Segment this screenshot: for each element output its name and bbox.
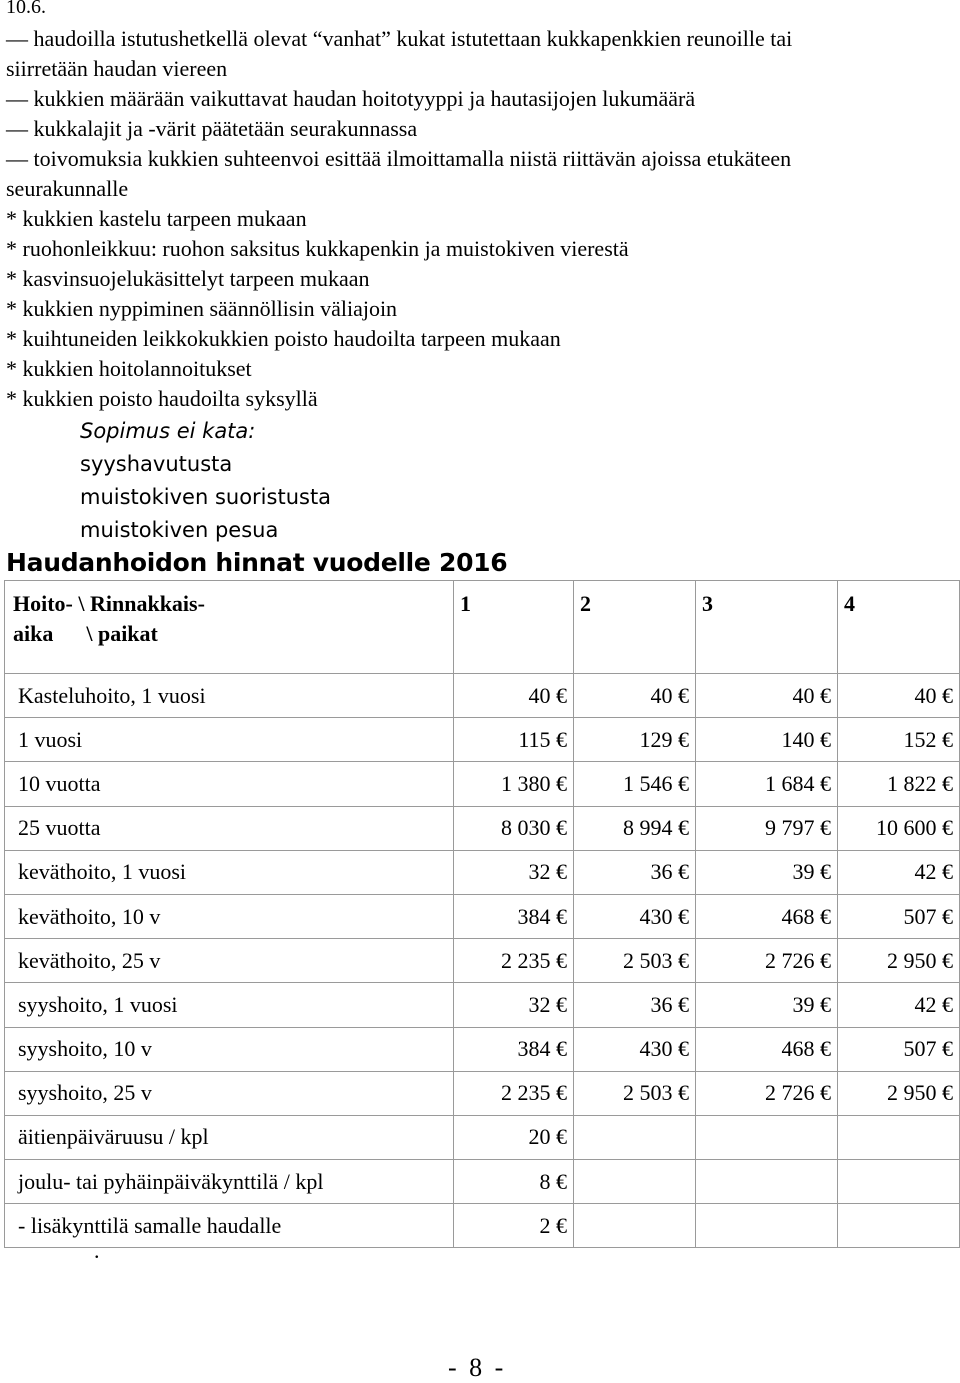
- text-line: [6, 84, 695, 114]
- line-text: * ruohonleikkuu: ruohon saksitus kukkapenkin ja muistokiven vierestä: [6, 236, 629, 261]
- table-row: [5, 762, 960, 806]
- table-header-corner: [5, 581, 454, 674]
- text-line: [6, 174, 128, 204]
- price-cell: 1 684 €: [696, 762, 838, 806]
- price-cell: 2 950 €: [838, 939, 960, 983]
- table-row: [5, 1027, 960, 1071]
- price-cell: 40 €: [454, 674, 574, 718]
- price-cell: 40 €: [574, 674, 696, 718]
- price-cell: [696, 1115, 838, 1159]
- excluded-item: muistokiven suoristusta: [80, 485, 332, 509]
- price-cell: 1 822 €: [838, 762, 960, 806]
- dash-prefix: —: [6, 26, 28, 51]
- price-cell: 42 €: [838, 850, 960, 894]
- price-cell: [838, 1160, 960, 1204]
- price-cell: [696, 1160, 838, 1204]
- price-cell: 36 €: [574, 850, 696, 894]
- text-line: [6, 234, 629, 264]
- price-cell: 39 €: [696, 850, 838, 894]
- table-header-row: [5, 581, 960, 674]
- row-label: syyshoito, 10 v: [5, 1027, 454, 1071]
- row-label: äitienpäiväruusu / kpl: [5, 1115, 454, 1159]
- price-cell: [574, 1160, 696, 1204]
- price-cell: 32 €: [454, 850, 574, 894]
- line-text: * kasvinsuojelukäsittelyt tarpeen mukaan: [6, 266, 370, 291]
- price-cell: 507 €: [838, 1027, 960, 1071]
- price-cell: 468 €: [696, 1027, 838, 1071]
- price-cell: 2 726 €: [696, 939, 838, 983]
- column-header: 2: [574, 581, 696, 674]
- dash-prefix: —: [6, 116, 28, 141]
- page-number: - 8 -: [448, 1353, 507, 1382]
- price-cell: 2 503 €: [574, 1071, 696, 1115]
- price-cell: 2 235 €: [454, 1071, 574, 1115]
- text-line: [6, 204, 307, 234]
- excluded-item: muistokiven pesua: [80, 518, 279, 542]
- price-cell: 507 €: [838, 894, 960, 938]
- row-label: 25 vuotta: [5, 806, 454, 850]
- line-text: * kukkien nyppiminen säännöllisin väliajoin: [6, 296, 398, 321]
- price-cell: 430 €: [574, 894, 696, 938]
- price-cell: 2 726 €: [696, 1071, 838, 1115]
- price-cell: 129 €: [574, 718, 696, 762]
- text-line: [6, 144, 791, 174]
- dash-prefix: —: [6, 86, 28, 111]
- row-label: joulu- tai pyhäinpäiväkynttilä / kpl: [5, 1160, 454, 1204]
- price-cell: [838, 1204, 960, 1248]
- price-cell: 2 950 €: [838, 1071, 960, 1115]
- price-cell: [696, 1204, 838, 1248]
- table-row: [5, 806, 960, 850]
- header-line: Hoito- \ Rinnakkais-: [13, 591, 205, 616]
- price-cell: 8 €: [454, 1160, 574, 1204]
- price-cell: 384 €: [454, 1027, 574, 1071]
- table-row: [5, 674, 960, 718]
- text-line: [6, 384, 318, 414]
- price-cell: 384 €: [454, 894, 574, 938]
- dash-prefix: —: [6, 146, 28, 171]
- price-cell: 2 235 €: [454, 939, 574, 983]
- row-label: 1 vuosi: [5, 718, 454, 762]
- trailing-dot: .: [94, 1238, 100, 1263]
- price-cell: 9 797 €: [696, 806, 838, 850]
- price-cell: 32 €: [454, 983, 574, 1027]
- price-cell: [838, 1115, 960, 1159]
- row-label: keväthoito, 1 vuosi: [5, 850, 454, 894]
- price-cell: 2 €: [454, 1204, 574, 1248]
- price-cell: 140 €: [696, 718, 838, 762]
- table-row: [5, 1071, 960, 1115]
- line-text: haudoilla istutushetkellä olevat “vanhat” kukat istutettaan kukkapenkkien reunoille tai: [33, 26, 793, 51]
- price-heading: Haudanhoidon hinnat vuodelle 2016: [6, 548, 508, 577]
- row-label: - lisäkynttilä samalle haudalle: [5, 1204, 454, 1248]
- table-row: [5, 983, 960, 1027]
- price-cell: 40 €: [696, 674, 838, 718]
- header-line: aika \ paikat: [13, 621, 158, 646]
- price-cell: 1 546 €: [574, 762, 696, 806]
- line-text: * kukkien hoitolannoitukset: [6, 356, 252, 381]
- table-row: [5, 1204, 960, 1248]
- column-header: 1: [454, 581, 574, 674]
- price-cell: 8 030 €: [454, 806, 574, 850]
- price-cell: 40 €: [838, 674, 960, 718]
- price-cell: [574, 1115, 696, 1159]
- section-number: 10.6.: [6, 0, 46, 18]
- price-cell: 42 €: [838, 983, 960, 1027]
- price-cell: 36 €: [574, 983, 696, 1027]
- table-row: [5, 894, 960, 938]
- line-text: * kukkien kastelu tarpeen mukaan: [6, 206, 307, 231]
- line-text: seurakunnalle: [6, 176, 129, 201]
- line-text: toivomuksia kukkien suhteenvoi esittää ilmoittamalla niistä riittävän ajoissa etukäteen: [33, 146, 792, 171]
- price-cell: 2 503 €: [574, 939, 696, 983]
- table-row: [5, 718, 960, 762]
- price-cell: 8 994 €: [574, 806, 696, 850]
- price-cell: 468 €: [696, 894, 838, 938]
- text-line: [6, 24, 792, 54]
- price-cell: 115 €: [454, 718, 574, 762]
- line-text: * kukkien poisto haudoilta syksyllä: [6, 386, 318, 411]
- text-line: [6, 54, 227, 84]
- column-header: 4: [838, 581, 960, 674]
- table-row: [5, 850, 960, 894]
- text-line: [6, 114, 417, 144]
- price-cell: 1 380 €: [454, 762, 574, 806]
- price-cell: 10 600 €: [838, 806, 960, 850]
- row-label: syyshoito, 1 vuosi: [5, 983, 454, 1027]
- row-label: keväthoito, 10 v: [5, 894, 454, 938]
- line-text: siirretään haudan viereen: [6, 56, 228, 81]
- price-cell: 39 €: [696, 983, 838, 1027]
- price-cell: 152 €: [838, 718, 960, 762]
- price-cell: 430 €: [574, 1027, 696, 1071]
- row-label: Kasteluhoito, 1 vuosi: [5, 674, 454, 718]
- text-line: [6, 324, 561, 354]
- table-row: [5, 1160, 960, 1204]
- price-cell: 20 €: [454, 1115, 574, 1159]
- table-row: [5, 939, 960, 983]
- table-row: [5, 1115, 960, 1159]
- price-cell: [574, 1204, 696, 1248]
- text-line: [6, 264, 370, 294]
- excluded-title: Sopimus ei kata:: [80, 419, 256, 443]
- text-line: [6, 294, 397, 324]
- line-text: * kuihtuneiden leikkokukkien poisto haudoilta tarpeen mukaan: [6, 326, 561, 351]
- text-line: [6, 354, 252, 384]
- row-label: syyshoito, 25 v: [5, 1071, 454, 1115]
- line-text: kukkien määrään vaikuttavat haudan hoitotyyppi ja hautasijojen lukumäärä: [33, 86, 696, 111]
- line-text: kukkalajit ja -värit päätetään seurakunnassa: [33, 116, 418, 141]
- price-table: [4, 580, 960, 1248]
- row-label: 10 vuotta: [5, 762, 454, 806]
- excluded-item: syyshavutusta: [80, 452, 233, 476]
- row-label: keväthoito, 25 v: [5, 939, 454, 983]
- column-header: 3: [696, 581, 838, 674]
